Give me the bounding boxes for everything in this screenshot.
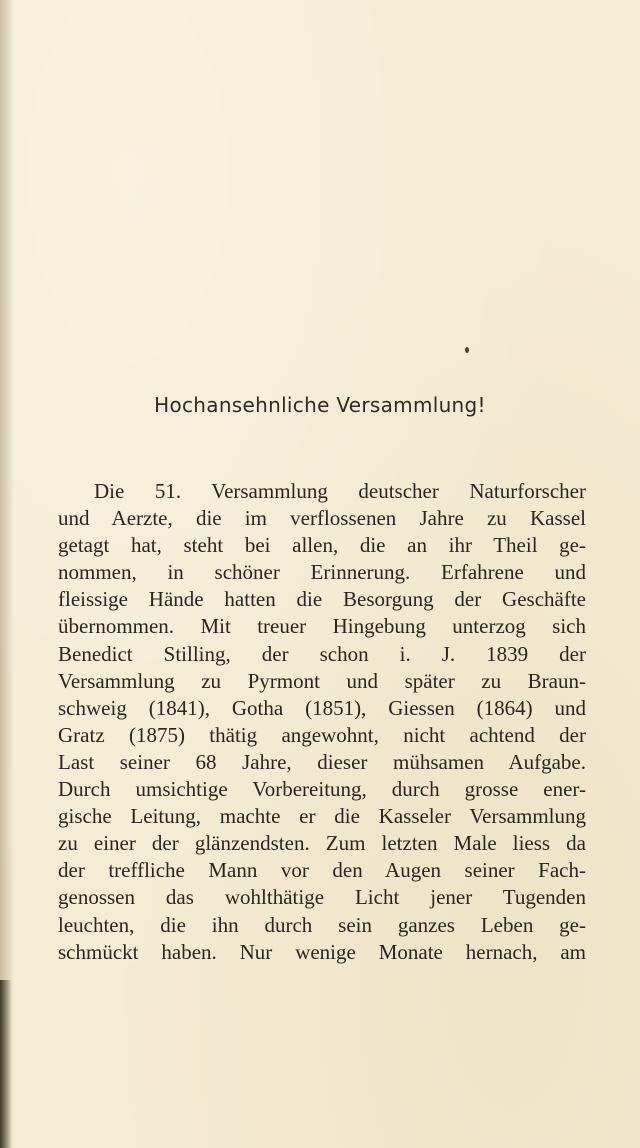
text-line: übernommen. Mit treuer Hingebung unterzog sich [58,614,586,639]
text-line: der treffliche Mann vor den Augen seiner Fach- [58,858,586,883]
text-line: nommen, in schöner Erinnerung. Erfahrene und [58,560,586,585]
text-line: fleissige Hände hatten die Besorgung der Geschäfte [58,587,586,612]
text-line: genossen das wohlthätige Licht jener Tugenden [58,885,586,910]
page-spine-shadow [0,0,14,1148]
body-paragraph [58,478,586,966]
text-line: Last seiner 68 Jahre, dieser mühsamen Aufgabe. [58,749,586,774]
text-line: zu einer der glänzendsten. Zum letzten Male liess da [58,831,586,856]
ink-speck [465,347,469,353]
text-line: gische Leitung, machte er die Kasseler Versammlung [58,804,586,829]
page-spine-shadow-bottom [0,980,12,1148]
text-line: schmückt haben. Nur wenige Monate hernach, am [58,939,586,964]
text-line: schweig (1841), Gotha (1851), Giessen (1864) und [58,695,586,720]
text-line: und Aerzte, die im verflossenen Jahre zu Kassel [58,506,586,531]
text-line: getagt hat, steht bei allen, die an ihr Theil ge- [58,533,586,558]
text-line: Benedict Stilling, der schon i. J. 1839 der [58,641,586,666]
text-line: Durch umsichtige Vorbereitung, durch grosse ener- [58,777,586,802]
text-line: Die 51. Versammlung deutscher Naturforscher [94,479,586,503]
text-line: leuchten, die ihn durch sein ganzes Leben ge- [58,912,586,937]
page-heading: Hochansehnliche Versammlung! [154,393,486,417]
text-line: Gratz (1875) thätig angewohnt, nicht achtend der [58,722,586,747]
text-line: Versammlung zu Pyrmont und später zu Braun- [58,668,586,693]
